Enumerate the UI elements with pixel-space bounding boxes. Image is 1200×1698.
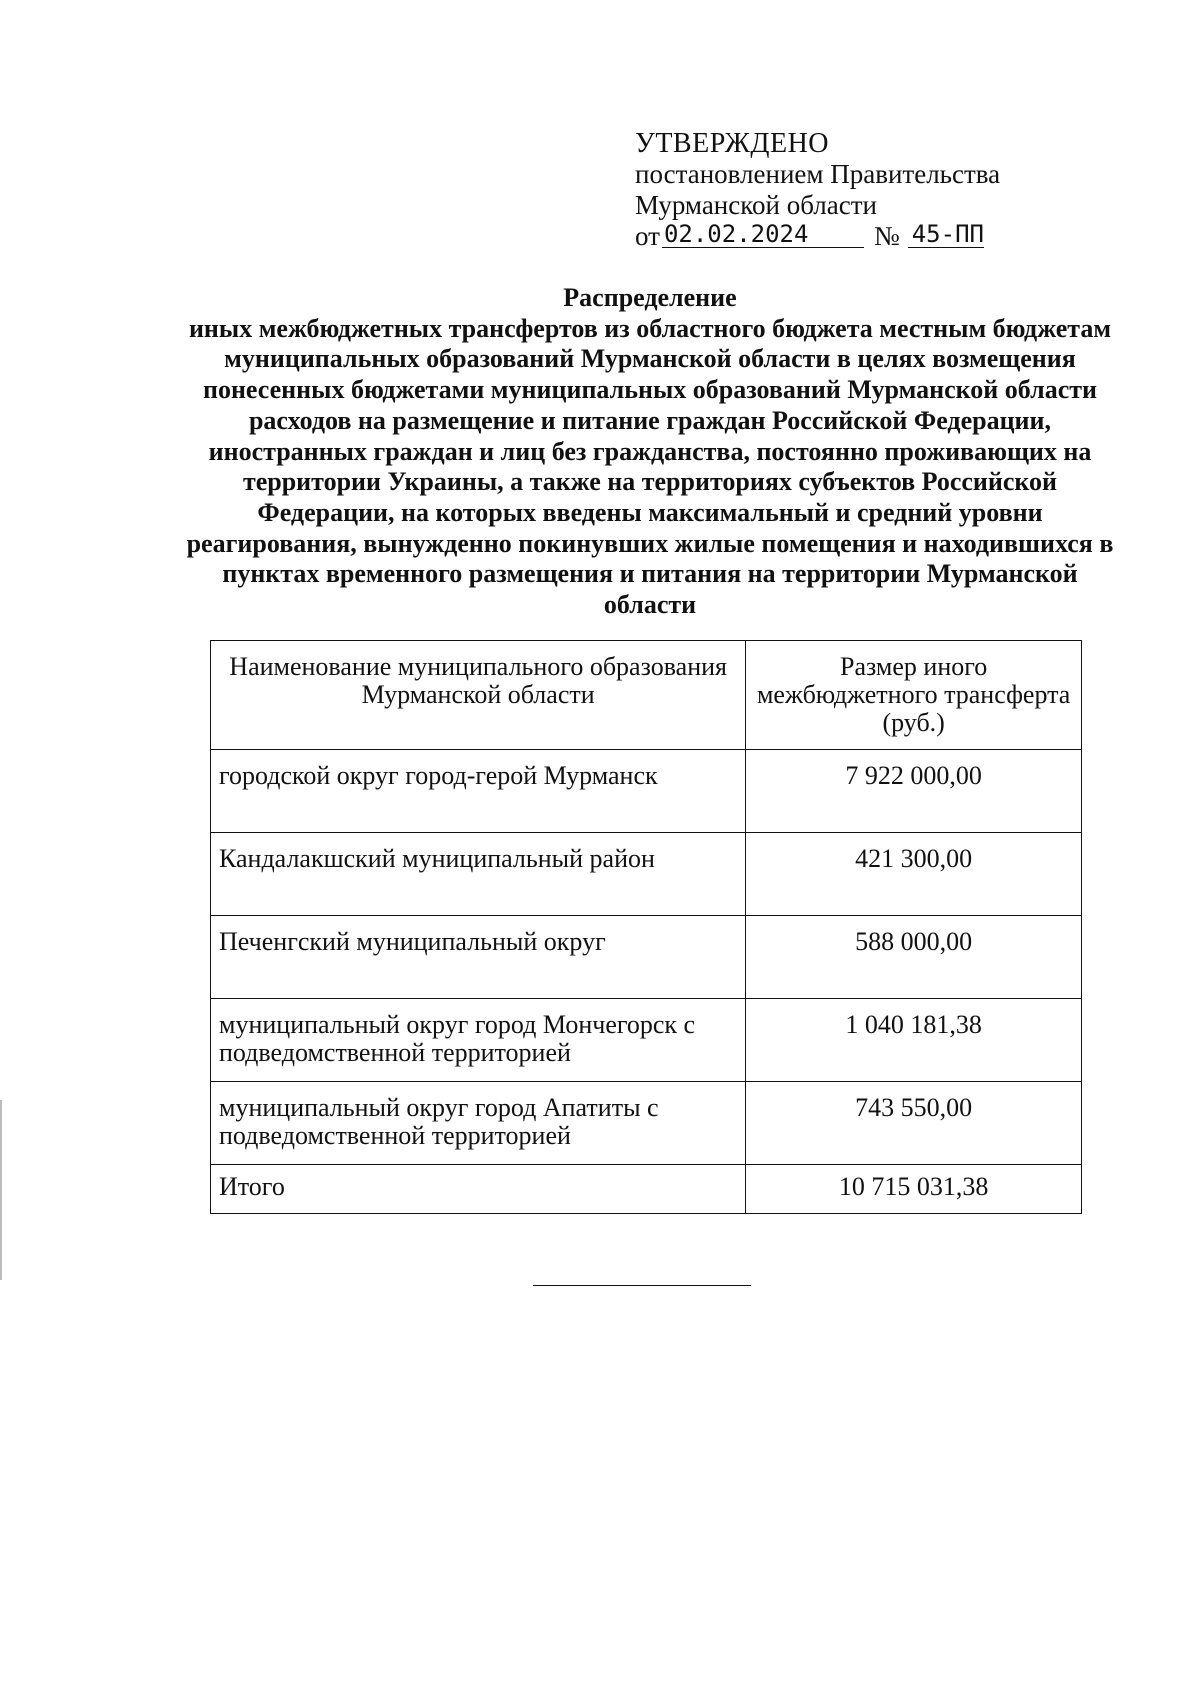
table-row xyxy=(211,833,1082,916)
table-row xyxy=(211,999,1082,1082)
municipality-name: муниципальный округ город Апатиты с подведомственной территорией xyxy=(211,1082,746,1165)
municipality-name: городской округ город-герой Мурманск xyxy=(211,750,746,833)
total-amount: 10 715 031,38 xyxy=(746,1165,1082,1214)
approval-heading: УТВЕРЖДЕНО xyxy=(635,128,830,159)
transfer-amount: 743 550,00 xyxy=(746,1082,1082,1165)
allocation-table xyxy=(210,640,1082,1214)
approval-line-decree: постановлением Правительства xyxy=(635,159,1001,189)
transfer-amount: 588 000,00 xyxy=(746,916,1082,999)
municipality-name: Кандалакшский муниципальный район xyxy=(211,833,746,916)
header-amount: Размер иного межбюджетного трансферта (руб.) xyxy=(746,641,1082,750)
transfer-amount: 7 922 000,00 xyxy=(746,750,1082,833)
approval-date: 02.02.2024 xyxy=(662,221,864,248)
header-municipality: Наименование муниципального образования Мурманской области xyxy=(211,641,746,750)
table-header-row xyxy=(211,641,1082,750)
number-sign: № xyxy=(873,221,900,251)
table-row xyxy=(211,750,1082,833)
document-title xyxy=(180,283,1120,621)
transfer-amount: 421 300,00 xyxy=(746,833,1082,916)
title-body: иных межбюджетных трансфертов из областного бюджета местным бюджетам муниципальных образований Мурманской области в целях возмещения понесенных бюджетами муниципальных образований Мурманской области расходов на размещение и питание граждан Российской Федерации, иностранных граждан и лиц без гражданства, постоянно проживающих на территории Украины, а также на территориях субъектов Российской Федерации, на которых введены максимальный и средний уровни реагирования, вынужденно покинувших жилые помещения и находившихся в пунктах временного размещения и питания на территории Мурманской области xyxy=(186,313,1114,620)
table-row xyxy=(211,1082,1082,1165)
transfer-amount: 1 040 181,38 xyxy=(746,999,1082,1082)
approval-date-row xyxy=(635,221,1000,252)
scan-edge-mark xyxy=(0,1100,2,1280)
total-label: Итого xyxy=(211,1165,746,1214)
municipality-name: Печенгский муниципальный округ xyxy=(211,916,746,999)
municipality-name: муниципальный округ город Мончегорск с подведомственной территорией xyxy=(211,999,746,1082)
approval-line-region: Мурманской области xyxy=(635,190,877,220)
table-total-row xyxy=(211,1165,1082,1214)
approval-number: 45-ПП xyxy=(908,221,984,248)
date-prefix: от xyxy=(635,221,660,251)
table-row xyxy=(211,916,1082,999)
end-of-document-rule xyxy=(533,1285,751,1286)
title-heading: Распределение xyxy=(563,283,737,312)
approval-stamp xyxy=(635,128,1000,252)
